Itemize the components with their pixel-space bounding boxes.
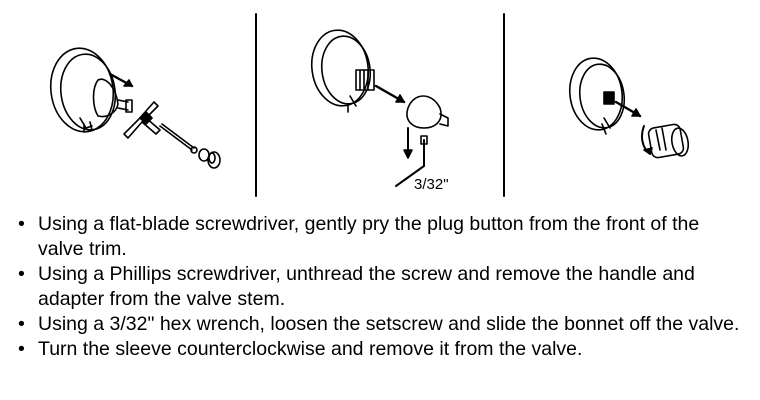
- instruction-list: [18, 212, 748, 362]
- escutcheon-plate-rim: [56, 51, 120, 134]
- bullet: •: [18, 263, 25, 285]
- handle-screw: [160, 124, 194, 150]
- pull-arrowhead: [632, 109, 640, 116]
- diverter-stub: [602, 118, 610, 134]
- pull-arrowhead: [396, 95, 404, 102]
- instruction-text: Turn the sleeve counterclockwise and remove it from the valve.: [38, 338, 583, 360]
- instruction-item: [18, 312, 748, 337]
- panel-1-illustration: [45, 44, 220, 168]
- rotate-arrowhead: [644, 148, 652, 154]
- sleeve-grip-lines: [656, 128, 666, 150]
- setscrew-arrowhead: [404, 150, 412, 158]
- bullet: •: [18, 213, 25, 235]
- bonnet: [407, 96, 441, 128]
- instruction-text: Using a Phillips screwdriver, unthread the screw and remove the handle and adapter from the valve stem.: [38, 263, 695, 310]
- instruction-item: [18, 262, 748, 312]
- panel-3-illustration: [565, 55, 690, 159]
- instruction-text: Using a flat-blade screwdriver, gently pry the plug button from the front of the valve trim.: [38, 213, 700, 260]
- escutcheon-plate-rim: [576, 61, 628, 131]
- instruction-item: [18, 212, 748, 262]
- plug-button-face: [209, 153, 215, 163]
- bullet: •: [18, 338, 25, 360]
- wrench-size-label: 3/32": [414, 176, 449, 193]
- panel-2-illustration: [307, 26, 448, 186]
- instruction-item: [18, 337, 748, 362]
- bullet: •: [18, 313, 25, 335]
- instruction-text: Using a 3/32" hex wrench, loosen the setscrew and slide the bonnet off the valve.: [38, 313, 740, 335]
- valve-stem: [604, 92, 614, 104]
